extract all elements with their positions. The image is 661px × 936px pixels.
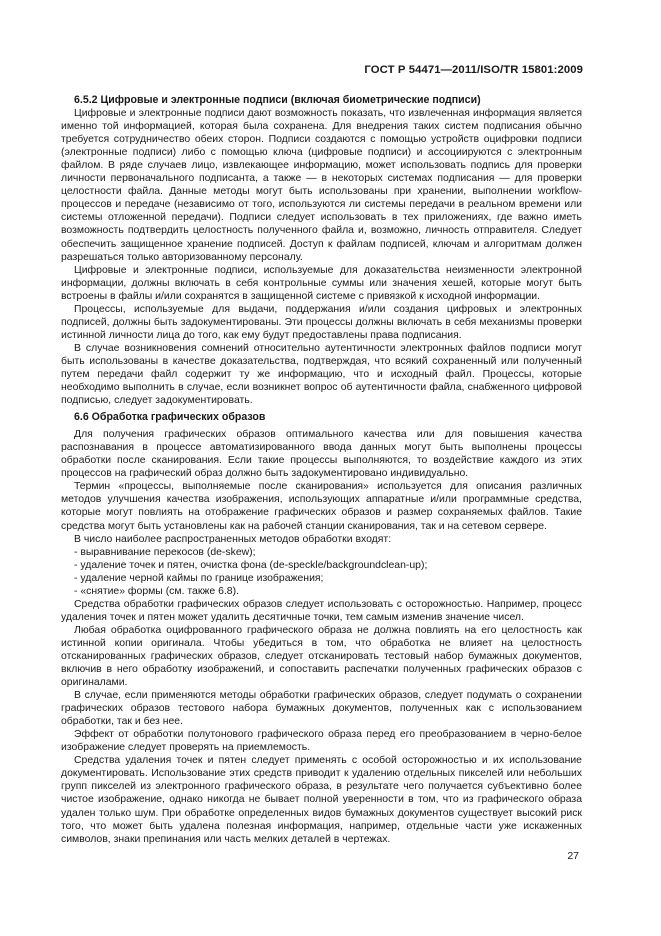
processing-methods-list (61, 546, 582, 598)
section-66-paragraph: В случае, если применяются методы обработки графических образов, следует подумать о сохранении графических образов тестового набора бумажных документов, полученных как с использованием обработки, так и без нее. (61, 690, 582, 728)
list-item: - «снятие» формы (см. также 6.8). (74, 585, 239, 597)
section-652-paragraph: В случае возникновения сомнений относительно аутентичности электронных файлов подписи могут быть использованы в качестве доказательства, подтверждая, что всякий сохраненный или полученный путем передачи файл содержит ту же информацию, что и исходный файл. Процессы, которые необходимо выполнить в случае, если возникнет вопрос об аутентичности файла, снабженного цифровой подписью, следует задокументировать. (61, 342, 582, 407)
section-66-paragraph: Средства удаления точек и пятен следует применять с особой осторожностью и их использование документировать. Использование этих средств приводит к удалению отдельных пикселей или небольших групп пикселей из электронного графического образа, в результате чего получается субъективно более чистое изображение, однако никогда не бывает полной уверенности в том, что из графического образа удален только шум. При обработке определенных видов бумажных документов существует высокий риск того, что может быть удалена полезная информация, например, отдельные части уже искаженных символов, знаки препинания или часть мелких деталей в чертежах. (61, 755, 582, 845)
section-652-paragraph: Цифровые и электронные подписи дают возможность показать, что извлеченная информация является именно той информацией, которая была сохранена. Для внедрения таких систем подписания обычно требуется сотрудничество обеих сторон. Подписи создаются с помощью устройств оцифровки подписи (электронные подписи) либо с помощью ключа (цифровые подписи) и ассоциируются с электронным файлом. В ряде случаев лицо, извлекающее информацию, может использовать подпись для проверки личности первоначального подписанта, а также — в некоторых системах подписания — для проверки целостности файла. Данные методы могут быть использованы при хранении, выполнении workflow-процессов и передаче (независимо от того, используются ли системы передачи в реальном времени или системы отложенной передачи). Подписи следует использовать в тех приложениях, где важно иметь возможность подтвердить целостность полученного файла и, возможно, личность отправителя. Следует обеспечить защищенное хранение подписей. Доступ к файлам подписей, ключам и алгоритмам должен разрешаться только авторизованному персоналу. (61, 108, 582, 263)
section-652-paragraph: Процессы, используемые для выдачи, поддержания и/или создания цифровых и электронных подписей, должны быть задокументированы. Эти процессы должны включать в себя механизмы проверки истинной личности лица до того, как ему будут предоставлены права подписания. (61, 303, 582, 341)
section-66-heading: 6.6 Обработка графических образов (74, 411, 266, 424)
section-652-paragraph: Цифровые и электронные подписи, используемые для доказательства неизменности электронной информации, должны включать в себя контрольные суммы или значения хешей, которые могут быть встроены в файлы и/или сохранятся в защищенной системе с привязкой к исходной информации. (61, 264, 582, 302)
section-66-paragraph: Средства обработки графических образов следует использовать с осторожностью. Например, процесс удаления точек и пятен может удалить десятичные точки, тем самым изменив значение чисел. (61, 598, 582, 623)
section-66-paragraph: Любая обработка оцифрованного графического образа не должна повлиять на его целостность как истинной копии оригинала. Чтобы убедиться в том, что обработка не влияет на целостность отсканированных графических образов, следует отсканировать тестовый набор бумажных документов, включив в него обработку изображений, и сопоставить распечатки полученных графических образов с оригиналами. (61, 624, 582, 689)
list-item: - удаление черной каймы по границе изображения; (74, 572, 324, 584)
list-item: - выравнивание перекосов (de-skew); (74, 546, 256, 558)
document-header: ГОСТ Р 54471—2011/ISO/TR 15801:2009 (364, 64, 583, 76)
page-number: 27 (567, 850, 579, 862)
section-652-heading: 6.5.2 Цифровые и электронные подписи (включая биометрические подписи) (74, 94, 481, 106)
section-66-paragraph: В число наиболее распространенных методов обработки входят: (74, 533, 392, 545)
page-content (61, 94, 582, 846)
list-item: - удаление точек и пятен, очистка фона (de-speckle/backgroundclean-up); (74, 559, 428, 571)
section-66-paragraph: Эффект от обработки полутонового графического образа перед его преобразованием в черно-белое изображение следует проверять на приемлемость. (61, 729, 582, 754)
section-66-paragraph: Для получения графических образов оптимального качества или для повышения качества распознавания в процессе автоматизированного ввода данных могут быть выполнены процессы обработки после сканирования. Если такие процессы выполняются, то воздействие каждого из этих процессов на графический образ должно быть задокументировано индивидуально. (61, 429, 582, 480)
section-66-paragraph: Термин «процессы, выполняемые после сканирования» используется для описания различных методов улучшения качества изображения, использующих аппаратные и/или программные средства, которые могут повлиять на отображение графических образов и размер сохраняемых файлов. Такие средства могут быть установлены как на рабочей станции сканирования, так и на сетевом сервере. (61, 481, 582, 532)
